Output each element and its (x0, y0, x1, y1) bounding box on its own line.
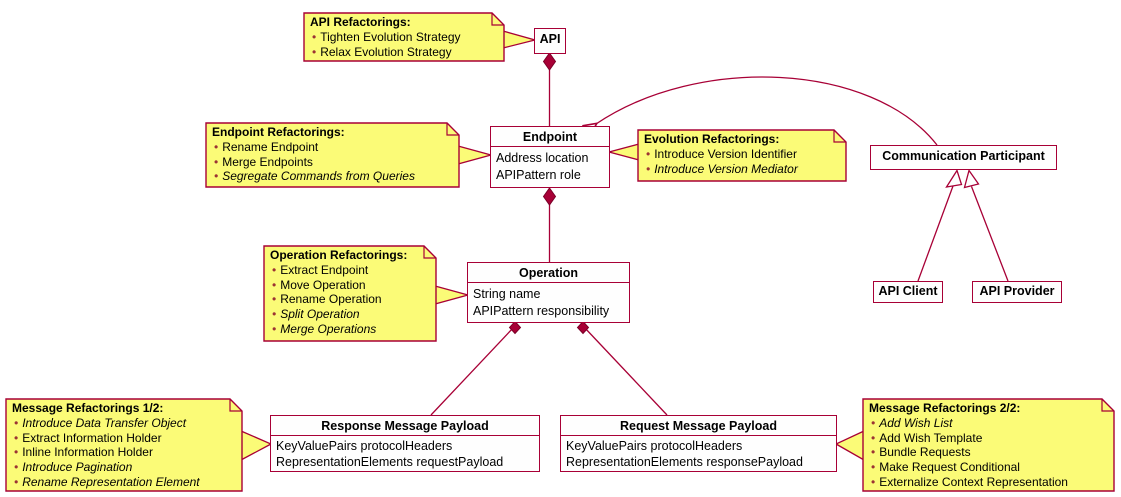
class-title: Operation (518, 266, 579, 280)
class-communication-participant (870, 145, 1057, 170)
note-bullet-item (270, 278, 431, 293)
bullet-icon: • (272, 277, 277, 292)
note-list (270, 263, 431, 337)
note-bullet-item (644, 147, 841, 162)
note-wedge-operation (435, 286, 468, 304)
generalization-triangle-provider (965, 171, 979, 188)
composition-diamond-api (544, 53, 556, 70)
note-bullet-item (12, 416, 237, 431)
note-message-refactorings-2 (862, 398, 1115, 492)
class-operation (467, 262, 630, 323)
bullet-icon: • (646, 146, 651, 161)
class-title: Communication Participant (882, 149, 1045, 163)
note-item-label: Bundle Requests (879, 445, 971, 460)
note-message-refactorings-1 (5, 398, 243, 492)
note-bullet-item (212, 155, 454, 170)
note-title: Message Refactorings 1/2: (12, 401, 164, 415)
class-response-message-payload (270, 415, 540, 472)
class-api (534, 28, 566, 54)
class-title: Request Message Payload (619, 419, 777, 433)
note-list (310, 30, 499, 60)
class-attributes (491, 146, 609, 186)
note-bullet-item (310, 30, 499, 45)
composition-diamond-operation-right (578, 322, 589, 334)
generalization-triangle-client (947, 171, 962, 188)
note-item-label: Rename Endpoint (222, 139, 319, 154)
note-api-refactorings (303, 12, 505, 62)
note-title: Evolution Refactorings: (644, 132, 780, 146)
edge-apiclient-participant (918, 186, 953, 281)
note-list (12, 416, 237, 490)
note-wedge-evolution (609, 144, 639, 160)
edge-apiprovider-participant (972, 187, 1009, 282)
bullet-icon: • (214, 169, 219, 184)
attribute: RepresentationElements responsePayload (566, 455, 803, 469)
note-bullet-item (270, 263, 431, 278)
note-endpoint-refactorings (205, 122, 460, 188)
note-wedge-message1 (241, 431, 271, 460)
attribute: APIPattern responsibility (473, 303, 610, 318)
note-title: Endpoint Refactorings: (212, 125, 345, 139)
note-list (644, 147, 841, 177)
class-api-provider (972, 281, 1062, 303)
note-item-label: Merge Operations (280, 321, 377, 336)
note-item-label: Move Operation (280, 277, 366, 292)
note-item-label: Introduce Version Mediator (654, 161, 798, 176)
note-item-label: Inline Information Holder (22, 445, 153, 460)
composition-diamond-operation-left (510, 322, 521, 334)
note-list (212, 140, 454, 184)
class-request-message-payload (560, 415, 837, 472)
note-item-label: Extract Information Holder (22, 430, 162, 445)
note-item-label: Introduce Data Transfer Object (22, 415, 187, 430)
note-item-label: Segregate Commands from Queries (222, 169, 415, 184)
note-item-label: Externalize Context Representation (879, 474, 1068, 489)
class-title: Endpoint (522, 130, 578, 144)
attribute: Address location (496, 151, 589, 165)
bullet-icon: • (272, 321, 277, 336)
note-bullet-item (869, 445, 1109, 460)
note-item-label: Tighten Evolution Strategy (320, 29, 461, 44)
note-title: API Refactorings: (310, 15, 411, 29)
bullet-icon: • (871, 460, 876, 475)
class-api-client (873, 281, 943, 303)
attribute: KeyValuePairs protocolHeaders (276, 439, 453, 453)
attribute: KeyValuePairs protocolHeaders (566, 439, 743, 453)
class-title: API (539, 32, 561, 46)
edge-operation-response (431, 327, 514, 415)
note-wedge-api (503, 31, 535, 48)
note-title: Message Refactorings 2/2: (869, 401, 1021, 415)
bullet-icon: • (272, 292, 277, 307)
note-item-label: Split Operation (280, 307, 360, 322)
class-attributes (271, 435, 539, 473)
note-bullet-item (869, 475, 1109, 490)
attribute: String name (473, 287, 541, 301)
note-item-label: Rename Operation (280, 292, 382, 307)
note-item-label: Relax Evolution Strategy (320, 44, 452, 59)
class-title: API Client (878, 284, 938, 298)
note-item-label: Introduce Version Identifier (654, 146, 797, 161)
note-bullet-item (270, 307, 431, 322)
bullet-icon: • (871, 415, 876, 430)
class-endpoint (490, 126, 610, 188)
composition-diamond-endpoint (544, 188, 556, 205)
note-bullet-item (12, 475, 237, 490)
note-bullet-item (270, 292, 431, 307)
note-item-label: Make Request Conditional (879, 460, 1020, 475)
note-item-label: Rename Representation Element (22, 474, 200, 489)
note-item-label: Introduce Pagination (22, 460, 133, 475)
bullet-icon: • (312, 44, 317, 59)
bullet-icon: • (14, 415, 19, 430)
note-wedge-message2 (836, 431, 864, 460)
class-title: Response Message Payload (321, 419, 489, 433)
bullet-icon: • (871, 445, 876, 460)
note-bullet-item (270, 322, 431, 337)
class-attributes (468, 282, 629, 322)
bullet-icon: • (214, 139, 219, 154)
note-wedge-endpoint (458, 146, 491, 164)
note-bullet-item (310, 45, 499, 60)
note-bullet-item (12, 431, 237, 446)
class-attributes (561, 435, 836, 473)
note-bullet-item (12, 445, 237, 460)
bullet-icon: • (14, 474, 19, 489)
note-operation-refactorings (263, 245, 437, 342)
class-title: API Provider (979, 284, 1055, 298)
bullet-icon: • (646, 161, 651, 176)
note-bullet-item (212, 140, 454, 155)
bullet-icon: • (214, 154, 219, 169)
attribute: APIPattern role (496, 167, 581, 182)
attribute: RepresentationElements requestPayload (276, 455, 504, 469)
note-bullet-item (869, 460, 1109, 475)
bullet-icon: • (272, 307, 277, 322)
note-item-label: Add Wish List (879, 415, 953, 430)
bullet-icon: • (871, 474, 876, 489)
note-item-label: Extract Endpoint (280, 262, 369, 277)
note-bullet-item (869, 431, 1109, 446)
note-item-label: Add Wish Template (879, 430, 983, 445)
edge-operation-request (584, 327, 667, 415)
bullet-icon: • (14, 445, 19, 460)
note-bullet-item (12, 460, 237, 475)
bullet-icon: • (14, 460, 19, 475)
bullet-icon: • (871, 430, 876, 445)
note-bullet-item (869, 416, 1109, 431)
note-list (869, 416, 1109, 490)
note-bullet-item (644, 162, 841, 177)
bullet-icon: • (14, 430, 19, 445)
bullet-icon: • (272, 262, 277, 277)
bullet-icon: • (312, 29, 317, 44)
note-evolution-refactorings (637, 129, 847, 182)
note-item-label: Merge Endpoints (222, 154, 313, 169)
note-title: Operation Refactorings: (270, 248, 408, 262)
note-bullet-item (212, 169, 454, 184)
